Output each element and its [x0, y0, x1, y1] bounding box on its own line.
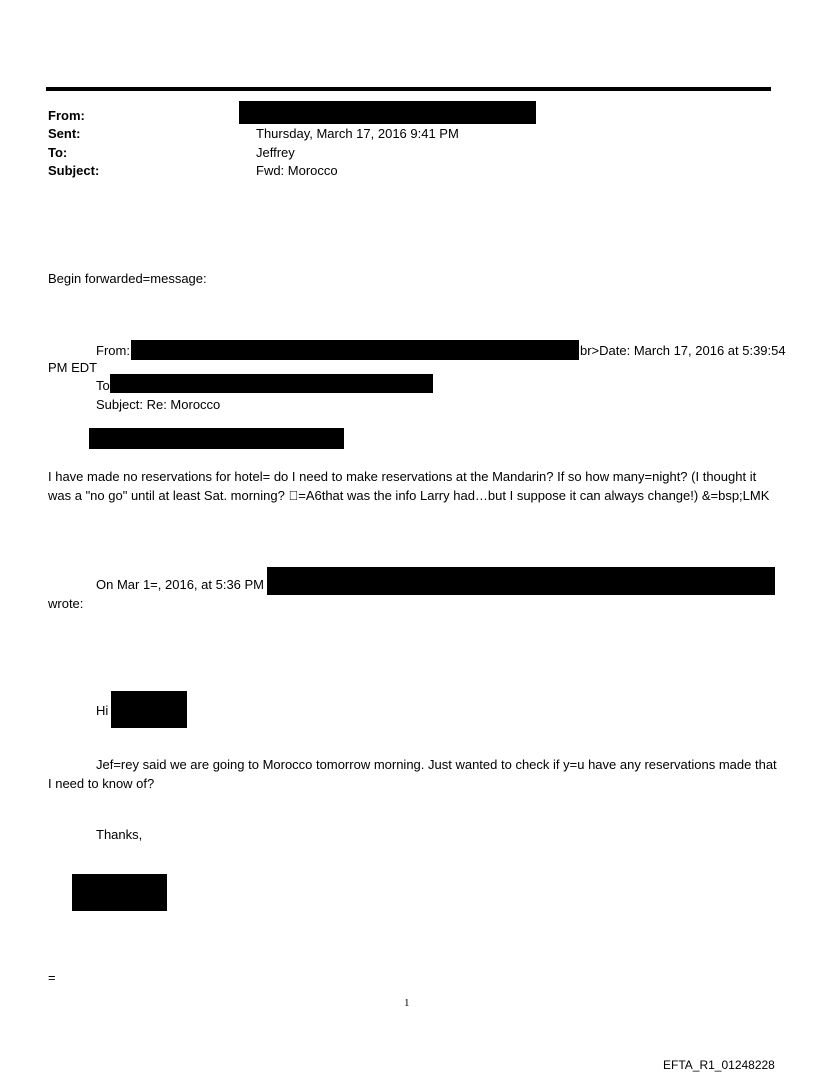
sent-value: Thursday, March 17, 2016 9:41 PM [256, 126, 459, 141]
fwd-date: br>Date: March 17, 2016 at 5:39:54 [580, 343, 786, 358]
message-paragraph: Jef=rey said we are going to Morocco tomorrow morning. Just wanted to check if y=u have any reservations made that I need to know of? [48, 757, 777, 791]
subject-label: Subject: [48, 163, 100, 178]
redacted-from [239, 101, 536, 124]
redacted-line [89, 428, 344, 449]
document-id: EFTA_R1_01248228 [663, 1058, 775, 1072]
quote-intro: On Mar 1=, 2016, at 5:36 PM [96, 577, 265, 592]
fwd-date-cont: PM EDT [48, 360, 98, 375]
sent-label: Sent: [48, 126, 81, 141]
redacted-signature [72, 874, 167, 911]
redacted-greeting-name [111, 691, 187, 728]
to-value: Jeffrey [256, 145, 295, 160]
to-label: To: [48, 145, 68, 160]
forward-intro: Begin forwarded=message: [48, 271, 207, 286]
fwd-to-label: To [96, 378, 110, 393]
quote-wrote: wrote: [48, 596, 84, 611]
sign-off: Thanks, [96, 827, 143, 842]
redacted-fwd-to [110, 374, 433, 393]
fwd-from-label: From: [96, 343, 130, 358]
from-label: From: [48, 108, 85, 123]
redacted-quote-sender [267, 567, 775, 595]
trailing-char: = [48, 970, 56, 985]
greeting: Hi [96, 703, 109, 718]
reply-paragraph: I have made no reservations for hotel= do I need to make reservations at the Mandarin? If so how many=night? (I thought it was a "no go" until at least Sat. morning?  =A6that was the info Larry had…but I suppose it can always change!) &=bsp;LMK [48, 469, 770, 503]
header-divider [46, 87, 771, 91]
subject-value: Fwd: Morocco [256, 163, 338, 178]
fwd-subject: Subject: Re: Morocco [96, 397, 221, 412]
redacted-fwd-from [131, 340, 579, 360]
page-number: 1 [404, 997, 410, 1009]
